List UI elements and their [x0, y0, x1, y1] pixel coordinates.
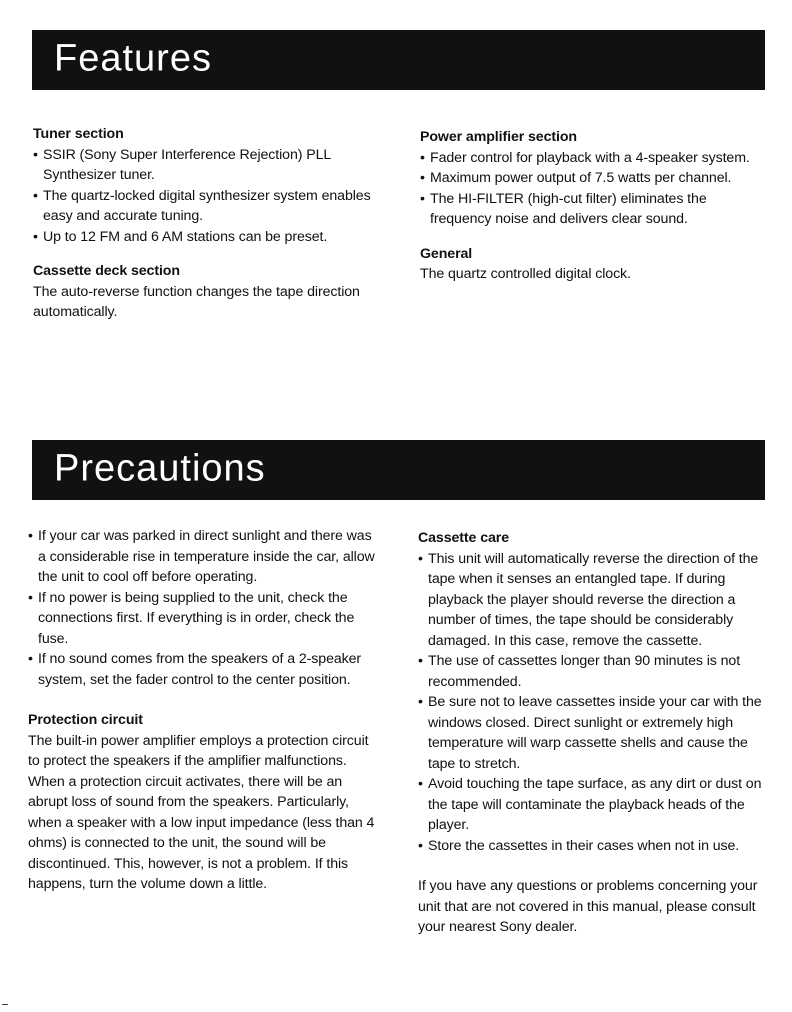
tuner-section-heading: Tuner section	[33, 126, 124, 142]
features-left-column	[33, 124, 383, 323]
cassette-care-heading: Cassette care	[418, 530, 509, 546]
list-item: • Store the cassettes in their cases when not in use.	[418, 836, 768, 857]
list-item: • Fader control for playback with a 4-speaker system.	[420, 148, 765, 169]
features-title: Features	[54, 37, 212, 80]
list-item: • If no power is being supplied to the unit, check the connections first. If everything is in order, check the fuse.	[28, 588, 380, 650]
general-section-heading: General	[420, 245, 473, 262]
list-item: • Be sure not to leave cassettes inside your car with the windows closed. Direct sunlight or extremely high temperature will warp cassette shells and cause the tape to stretch.	[418, 692, 768, 774]
list-item: • This unit will automatically reverse the direction of the tape when it senses an entangled tape. If during playback the player should reverse the direction a number of times, the tape should be considerably damaged. In this case, remove the cassette.	[418, 549, 768, 652]
page-edge-mark	[2, 1004, 8, 1005]
list-item: • The HI-FILTER (high-cut filter) eliminates the frequency noise and delivers clear sound.	[420, 189, 765, 230]
list-item: • Maximum power output of 7.5 watts per channel.	[420, 168, 765, 189]
closing-note: If you have any questions or problems concerning your unit that are not covered in this manual, please consult your nearest Sony dealer.	[418, 878, 758, 935]
cassette-deck-section-text: The auto-reverse function changes the tape direction automatically.	[33, 283, 360, 320]
cassette-care-list	[418, 549, 768, 857]
list-item: • If no sound comes from the speakers of a 2-speaker system, set the fader control to the center position.	[28, 649, 380, 690]
power-amplifier-section-heading: Power amplifier section	[420, 129, 577, 145]
list-item: • SSIR (Sony Super Interference Rejection) PLL Synthesizer tuner.	[33, 145, 383, 186]
list-item: • Avoid touching the tape surface, as any dirt or dust on the tape will contaminate the playback heads of the player.	[418, 774, 768, 836]
list-item: • The use of cassettes longer than 90 minutes is not recommended.	[418, 651, 768, 692]
precautions-list	[28, 526, 380, 690]
general-section-text: The quartz controlled digital clock.	[420, 266, 631, 282]
precautions-right-column	[418, 528, 768, 938]
features-right-column	[420, 127, 765, 285]
precautions-title: Precautions	[54, 447, 266, 490]
cassette-deck-section-heading: Cassette deck section	[33, 263, 180, 279]
precautions-banner	[32, 440, 765, 500]
precautions-left-column	[28, 526, 380, 895]
protection-circuit-heading: Protection circuit	[28, 712, 143, 728]
list-item: • Up to 12 FM and 6 AM stations can be preset.	[33, 227, 383, 248]
tuner-section-list	[33, 145, 383, 248]
features-banner	[32, 30, 765, 90]
list-item: • The quartz-locked digital synthesizer system enables easy and accurate tuning.	[33, 186, 383, 227]
power-amplifier-section-list	[420, 148, 765, 230]
list-item: • If your car was parked in direct sunlight and there was a considerable rise in temperature inside the car, allow the unit to cool off before operating.	[28, 526, 380, 588]
protection-circuit-text: The built-in power amplifier employs a protection circuit to protect the speakers if the amplifier malfunctions. When a protection circuit activates, there will be an abrupt loss of sound from the speakers. Particularly, when a speaker with a low input impedance (less than 4 ohms) is connected to the unit, the sound will be discontinued. This, however, is not a problem. If this happens, turn the volume down a little.	[28, 732, 375, 892]
